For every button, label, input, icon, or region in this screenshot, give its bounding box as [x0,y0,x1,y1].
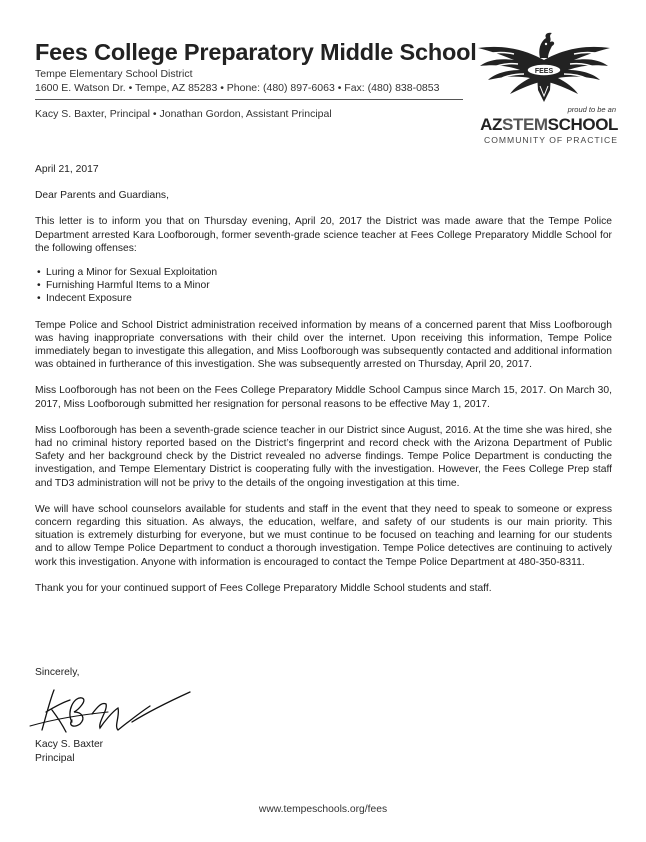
background-paragraph: Miss Loofborough has been a seventh-grade science teacher in our District since August, 2016. At the time she was hired, she had no criminal history reported based on the District’s fingerprint and record check with the Arizona Department of Public Safety and her background check by the District revealed no adverse findings. Tempe Police Department is conducting the investigation, and Tempe Elementary District is cooperating fully with the investigation. However, the Fees College Prep staff and TD3 administration will not be privy to the details of the ongoing investigation at this time. [35,424,612,489]
investigation-paragraph: Tempe Police and School District administration received information by means of a concerned parent that Miss Loofborough was having inappropriate conversations with their child over the internet. Upon receiving this information, Tempe Police immediately began to investigate this allegation, and Miss Loofborough was subsequently contacted and additional information was obtained in furtherance of this investigation. She was subsequently arrested on Thursday, April 20, 2017. [35,319,612,371]
salutation: Dear Parents and Guardians, [35,190,169,202]
counselors-paragraph: We will have school counselors available for students and staff in the event that they need to speak to someone or express concern regarding this situation. As always, the education, welfare, and safety of our students is our main priority. This situation is extremely disturbing for everyone, but we must continue to be focused on teaching and learning for our students and to allow Tempe Police Department to conduct a thorough investigation. Tempe Police detectives are continuing to actively work this investigation. Anyone with information is encouraged to contact the Tempe Police Department at 480-350-8311. [35,503,612,568]
az-text: AZ [480,115,503,134]
intro-paragraph: This letter is to inform you that on Thursday evening, April 20, 2017 the District was made aware that the Tempe Police Department arrested Kara Loofborough, former seventh-grade science teacher at Fees College Preparatory Middle School for the following offenses: [35,216,612,254]
stem-text: STEM [502,115,548,134]
signer-title: Principal [35,753,75,764]
list-item: • Furnishing Harmful Items to a Minor [37,279,612,292]
letter-body [35,163,612,608]
signature-icon [28,682,198,740]
phoenix-logo-icon [474,30,614,105]
logo-text: FEES [534,68,554,75]
principals-line: Kacy S. Baxter, Principal • Jonathan Gordon, Assistant Principal [35,108,332,120]
closing: Sincerely, [35,667,80,678]
school-text: SCHOOL [547,115,618,134]
resignation-paragraph: Miss Loofborough has not been on the Fees College Preparatory Middle School Campus since March 15, 2017. On March 30, 2017, Miss Loofborough submitted her resignation for personal reasons to be effective May 1, 2017. [35,385,612,410]
district-name: Tempe Elementary School District [35,68,193,80]
offenses-list [37,266,612,306]
letter-date: April 21, 2017 [35,164,99,175]
az-stem-school-logo [476,115,618,135]
community-of-practice: COMMUNITY OF PRACTICE [484,135,618,145]
thank-you-paragraph: Thank you for your continued support of Fees College Preparatory Middle School students and staff. [35,582,492,594]
stem-tagline: proud to be an [567,105,616,114]
school-address: 1600 E. Watson Dr. • Tempe, AZ 85283 • Phone: (480) 897-6063 • Fax: (480) 838-0853 [35,82,440,94]
signer-name: Kacy S. Baxter [35,739,104,750]
header-divider [35,99,463,100]
list-item: • Luring a Minor for Sexual Exploitation [37,266,612,279]
school-name: Fees College Preparatory Middle School [35,39,477,65]
list-item: • Indecent Exposure [37,292,612,305]
footer-url: www.tempeschools.org/fees [258,804,388,815]
